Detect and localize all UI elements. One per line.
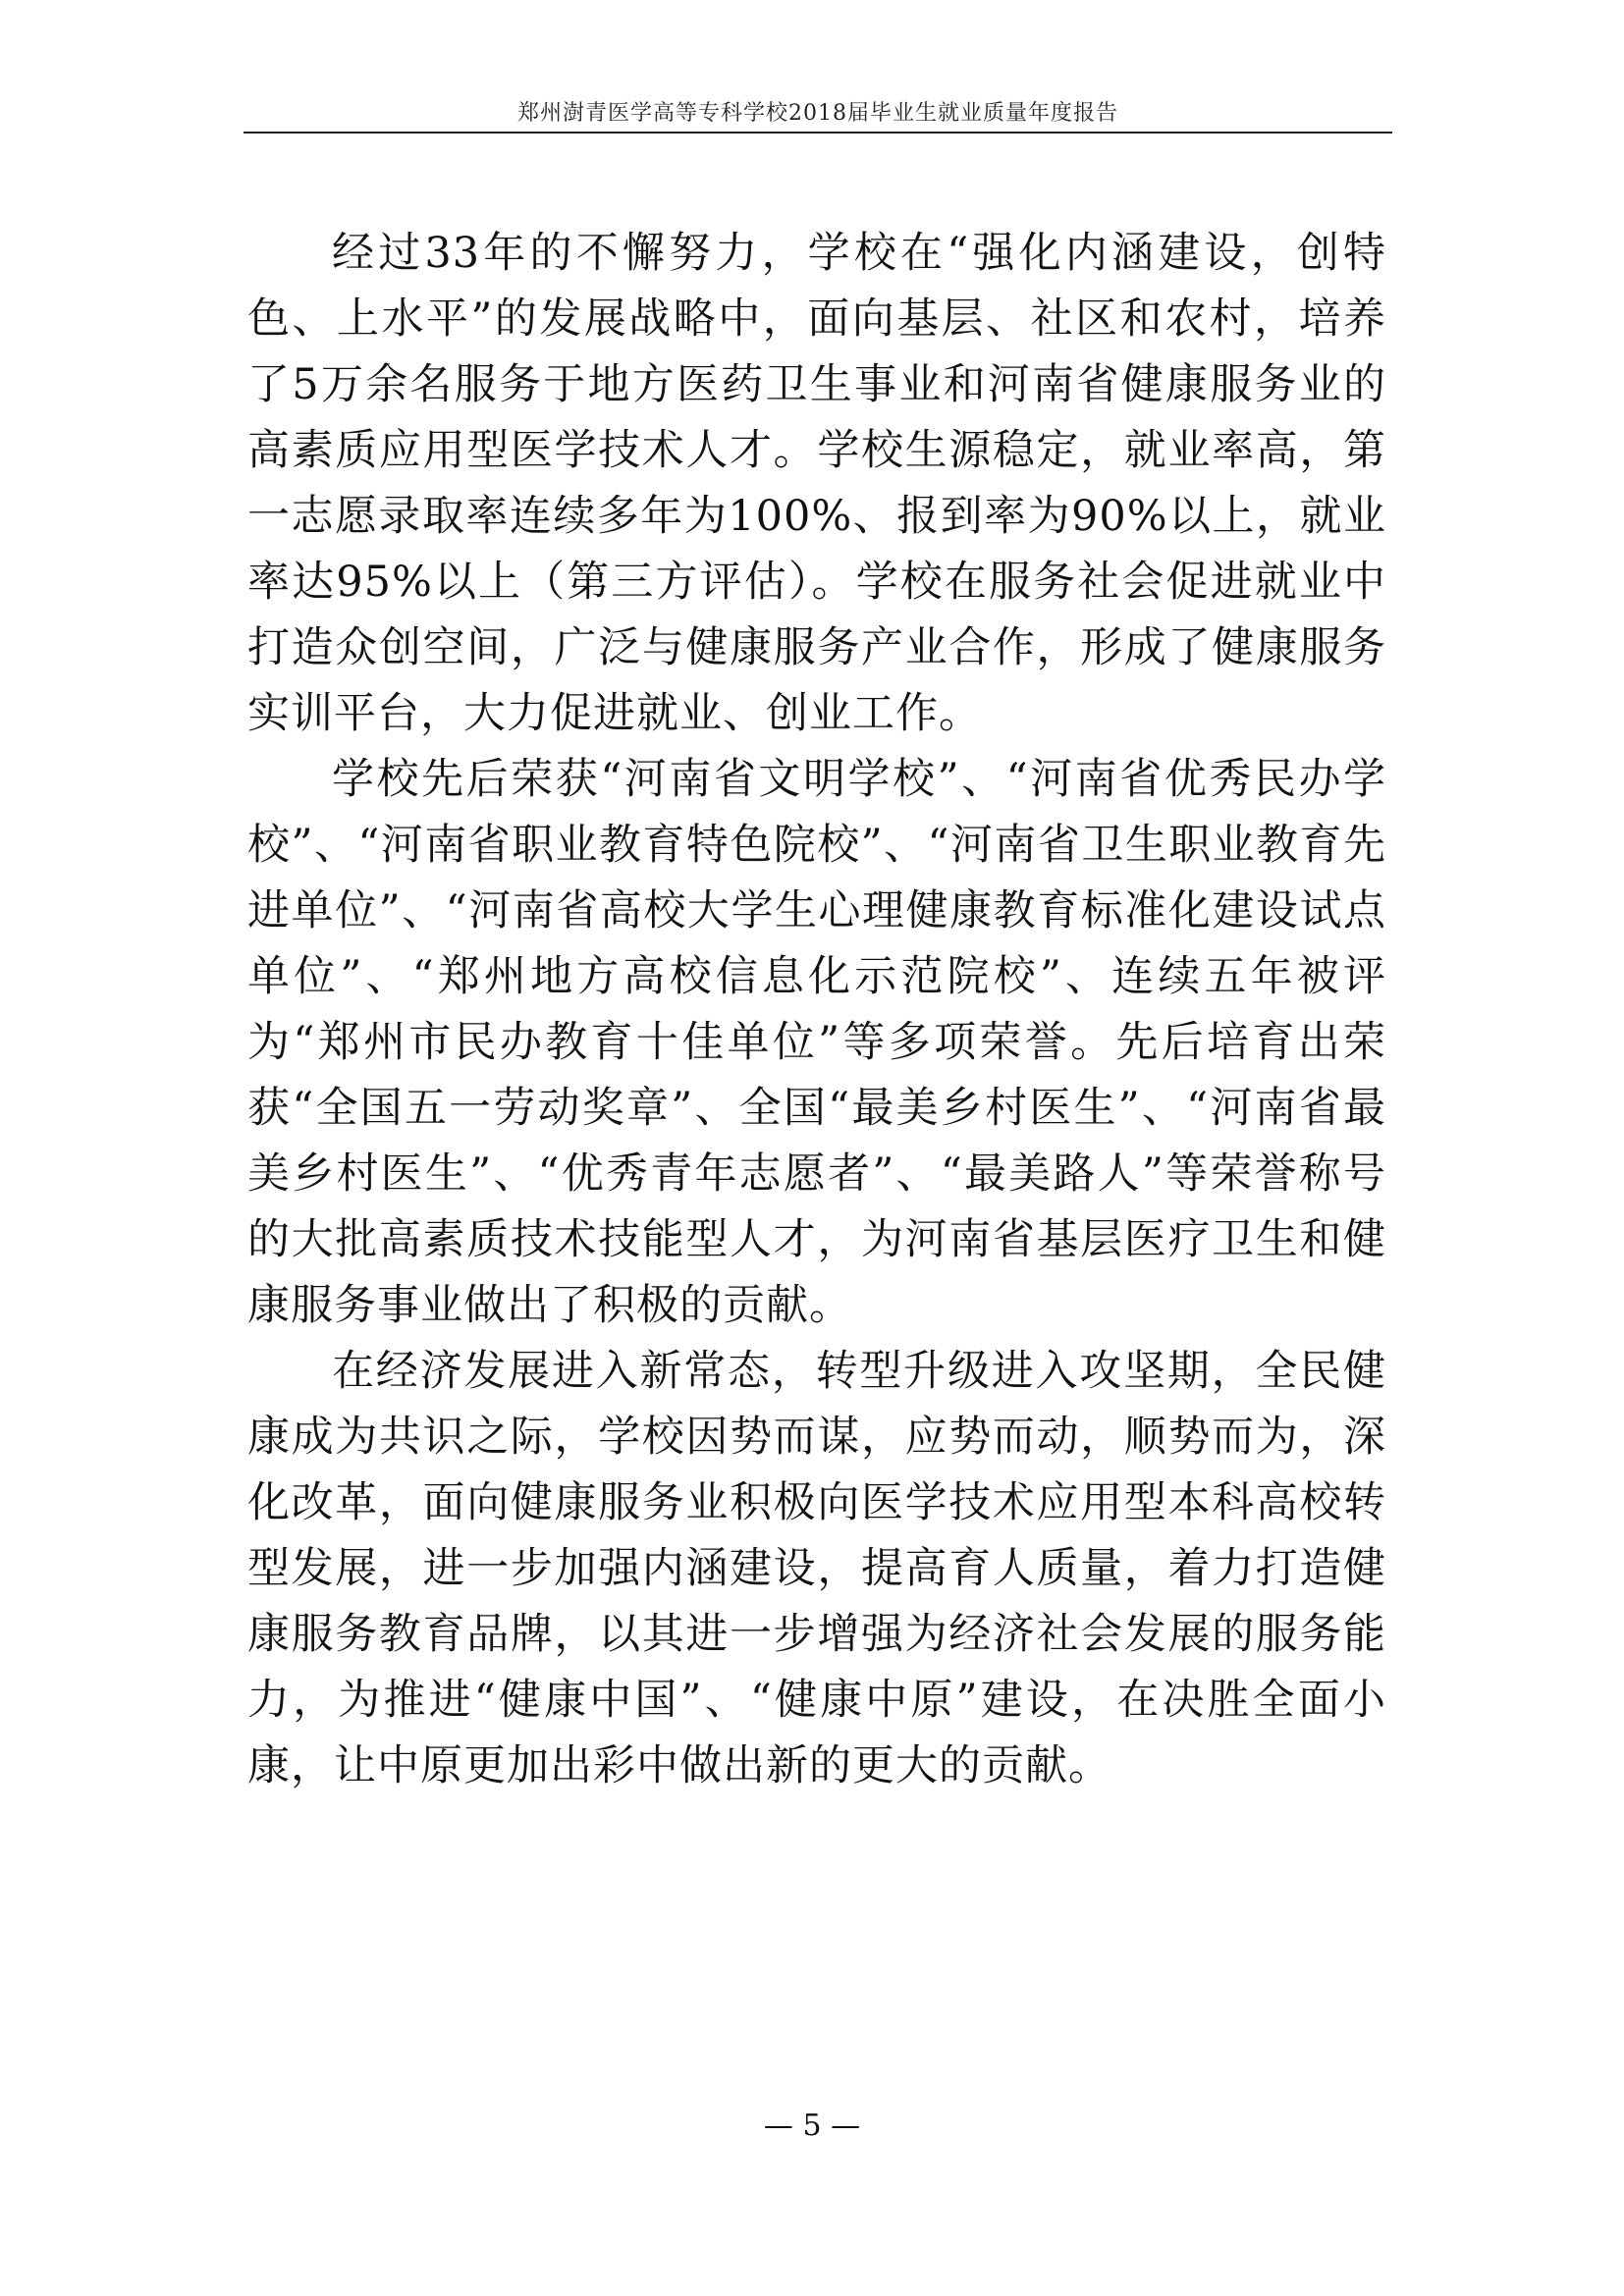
body-text xyxy=(247,221,1386,1799)
paragraph-3: 在经济发展进入新常态，转型升级进入攻坚期，全民健康成为共识之际，学校因势而谋，应势而动，顺势而为，深化改革，面向健康服务业积极向医学技术应用型本科高校转型发展，进一步加强内涵建设，提高育人质量，着力打造健康服务教育品牌，以其进一步增强为经济社会发展的服务能力，为推进“健康中国”、“健康中原”建设，在决胜全面小康，让中原更加出彩中做出新的更大的贡献。 xyxy=(247,1347,1386,1790)
header-divider xyxy=(244,132,1392,133)
running-header: 郑州澍青医学高等专科学校2018届毕业生就业质量年度报告 xyxy=(517,101,1118,126)
paragraph-1: 经过33年的不懈努力，学校在“强化内涵建设，创特色、上水平”的发展战略中，面向基层、社区和农村，培养了5万余名服务于地方医药卫生事业和河南省健康服务业的高素质应用型医学技术人才。学校生源稳定，就业率高，第一志愿录取率连续多年为100%、报到率为90%以上，就业率达95%以上（第三方评估）。学校在服务社会促进就业中打造众创空间，广泛与健康服务产业合作，形成了健康服务实训平台，大力促进就业、创业工作。 xyxy=(247,229,1386,738)
paragraph-2: 学校先后荣获“河南省文明学校”、“河南省优秀民办学校”、“河南省职业教育特色院校”、“河南省卫生职业教育先进单位”、“河南省高校大学生心理健康教育标准化建设试点单位”、“郑州地方高校信息化示范院校”、连续五年被评为“郑州市民办教育十佳单位”等多项荣誉。先后培育出荣获“全国五一劳动奖章”、全国“最美乡村医生”、“河南省最美乡村医生”、“优秀青年志愿者”、“最美路人”等荣誉称号的大批高素质技术技能型人才，为河南省基层医疗卫生和健康服务事业做出了积极的贡献。 xyxy=(247,755,1386,1330)
page-number: — 5 — xyxy=(763,2109,861,2143)
